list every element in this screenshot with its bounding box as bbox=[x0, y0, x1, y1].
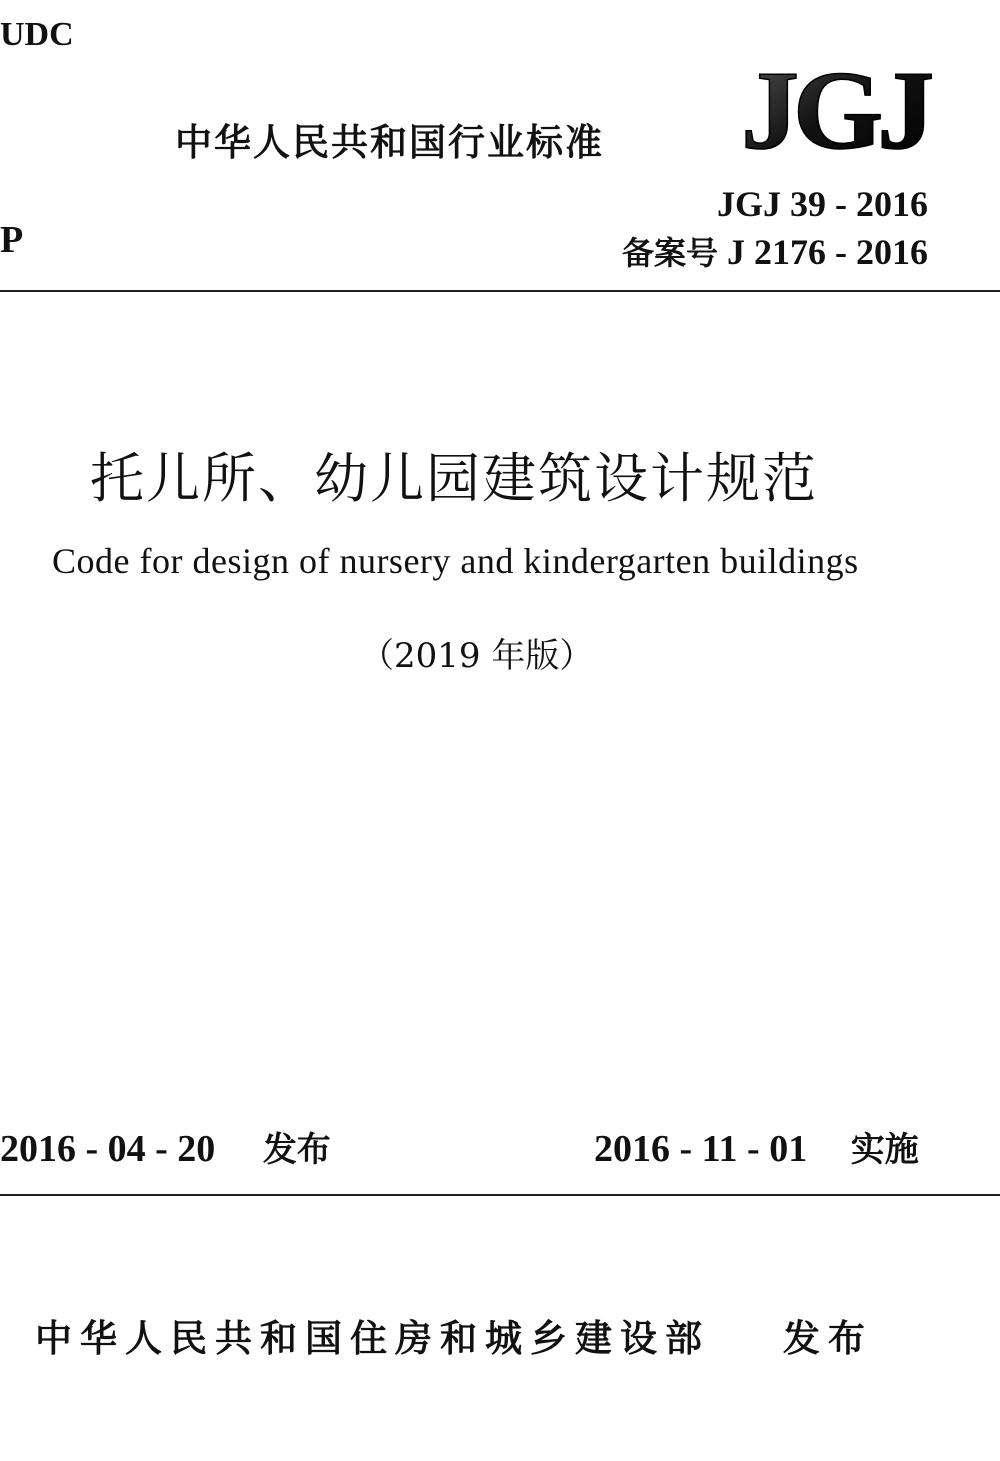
classification-letter: P bbox=[0, 219, 24, 261]
issue-date: 2016 - 04 - 20 bbox=[0, 1128, 216, 1170]
logo-text: JGJ bbox=[741, 58, 932, 158]
issuer-issue-label: 发布 bbox=[782, 1317, 873, 1360]
effective-date-line bbox=[594, 1122, 919, 1171]
issuer-line bbox=[35, 1308, 873, 1362]
jgj-logo bbox=[738, 58, 932, 158]
issue-date-line bbox=[0, 1122, 331, 1171]
effective-label: 实施 bbox=[850, 1130, 919, 1170]
title-english: Code for design of nursery and kindergarten buildings bbox=[52, 541, 859, 581]
standard-category: 中华人民共和国行业标准 bbox=[175, 121, 604, 164]
record-label: 备案号 bbox=[621, 234, 718, 272]
udc-label: UDC bbox=[0, 16, 74, 53]
top-divider bbox=[0, 290, 1000, 292]
issue-label: 发布 bbox=[262, 1130, 331, 1170]
edition-label: （2019 年版） bbox=[360, 636, 594, 676]
title-chinese: 托儿所、幼儿园建筑设计规范 bbox=[90, 447, 818, 510]
bottom-divider bbox=[0, 1194, 1000, 1196]
record-number-line bbox=[622, 228, 928, 274]
record-number: J 2176 - 2016 bbox=[727, 232, 928, 272]
issuer-name: 中华人民共和国住房和城乡建设部 bbox=[35, 1317, 710, 1360]
effective-date: 2016 - 11 - 01 bbox=[594, 1128, 808, 1170]
standard-code: JGJ 39 - 2016 bbox=[717, 184, 928, 224]
